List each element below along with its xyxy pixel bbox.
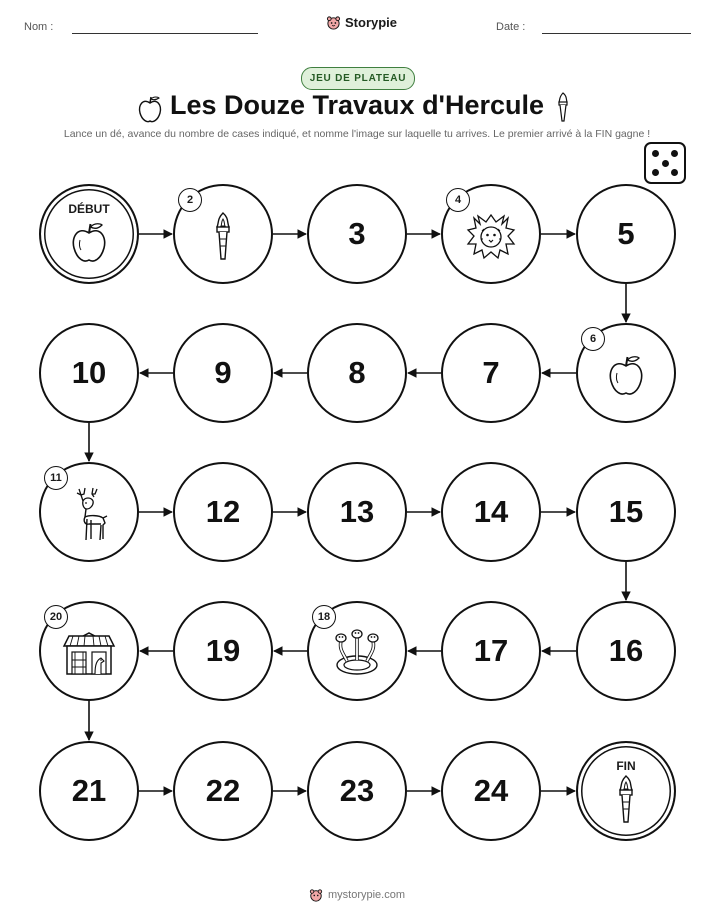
space-number: 14 (473, 494, 509, 529)
stable-icon (61, 630, 117, 681)
board-space-3 (307, 184, 407, 284)
board-space-23 (307, 741, 407, 841)
space-number: 12 (205, 494, 241, 529)
space-number: 9 (214, 355, 232, 390)
space-number: 8 (348, 355, 366, 390)
space-number: 13 (339, 494, 375, 529)
footer-url[interactable]: mystorypie.com (327, 889, 406, 901)
board-space-10 (39, 323, 139, 423)
space-number-badge: 11 (44, 466, 68, 490)
footer (0, 888, 714, 902)
space-number: 23 (339, 773, 375, 808)
space-number: 7 (482, 355, 500, 390)
board-space-21 (39, 741, 139, 841)
apple-icon (69, 220, 109, 269)
space-number: 24 (473, 773, 509, 808)
space-number: 16 (608, 633, 644, 668)
space-number: 15 (608, 494, 644, 529)
board-space-9 (173, 323, 273, 423)
lion-skin-icon (464, 212, 518, 265)
space-number-badge: 20 (44, 605, 68, 629)
board-space-16 (576, 601, 676, 701)
hydra-icon (331, 627, 383, 684)
space-number: 10 (71, 355, 107, 390)
torch-icon (212, 211, 234, 266)
board-space-24 (441, 741, 541, 841)
board-space-7 (441, 323, 541, 423)
space-number: 22 (205, 773, 241, 808)
space-number: 3 (348, 216, 366, 251)
page-title: Les Douze Travaux d'Hercule (169, 90, 545, 120)
space-number-badge: 6 (581, 327, 605, 351)
board-space-19 (173, 601, 273, 701)
start-label: DÉBUT (68, 202, 110, 216)
date-label: Date : (496, 21, 526, 33)
brand-name: Storypie (345, 15, 398, 30)
board-space-17 (441, 601, 541, 701)
finish-label: FIN (616, 759, 636, 773)
board-space-13 (307, 462, 407, 562)
torch-icon (615, 774, 637, 829)
board-space-15 (576, 462, 676, 562)
board-space-12 (173, 462, 273, 562)
space-number: 19 (205, 633, 241, 668)
apple-icon (606, 353, 646, 402)
board-space-22 (173, 741, 273, 841)
space-number: 17 (473, 633, 509, 668)
game-type-badge: JEU DE PLATEAU (301, 67, 415, 90)
finish-space (576, 741, 676, 841)
instructions: Lance un dé, avance du nombre de cases indiqué, et nomme l'image sur laquelle tu arrives. Le premier arrivé à la FIN gagne ! (63, 128, 651, 140)
board-space-5 (576, 184, 676, 284)
start-space (39, 184, 139, 284)
space-number-badge: 2 (178, 188, 202, 212)
space-number-badge: 4 (446, 188, 470, 212)
board-space-8 (307, 323, 407, 423)
space-number: 21 (71, 773, 107, 808)
space-number-badge: 18 (312, 605, 336, 629)
storypie-mascot-icon (309, 888, 323, 902)
deer-icon (67, 485, 111, 548)
board-space-14 (441, 462, 541, 562)
space-number: 5 (617, 216, 635, 251)
name-label: Nom : (24, 21, 54, 33)
